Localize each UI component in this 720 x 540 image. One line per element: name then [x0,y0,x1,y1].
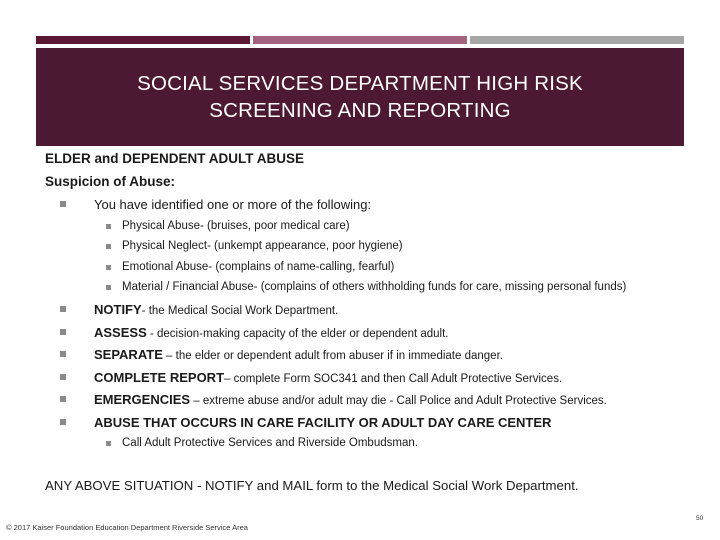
page-number: 50 [696,515,704,522]
bullet-square-icon [106,244,111,249]
sign-text: Physical Neglect- (unkempt appearance, poor hygiene) [122,240,403,252]
bullet-square-icon [106,224,111,229]
subheading: Suspicion of Abuse: [45,174,176,189]
closing-instruction: ANY ABOVE SITUATION - NOTIFY and MAIL form to the Medical Social Work Department. [45,478,579,493]
action-desc: – complete Form SOC341 and then Call Adult Protective Services. [224,373,563,385]
title-banner [36,48,684,146]
action-desc: – extreme abuse and/or adult may die - Call Police and Adult Protective Services. [190,395,607,407]
facility-sub-text: Call Adult Protective Services and Riverside Ombudsman. [122,437,418,449]
sign-text: Physical Abuse- (bruises, poor medical care) [122,220,350,232]
bullet-square-icon [106,285,111,290]
bullet-square-icon [60,419,66,425]
action-label: SEPARATE [94,347,163,362]
slide-title-line-2: SCREENING AND REPORTING [209,99,511,122]
section-heading: ELDER and DEPENDENT ADULT ABUSE [45,151,305,166]
bullet-square-icon [60,306,66,312]
action-label: EMERGENCIES [94,392,191,407]
action-label: NOTIFY [94,302,142,317]
accent-bar-2 [253,36,467,44]
action-desc: - the Medical Social Work Department. [141,305,339,317]
bullet-square-icon [60,329,66,335]
bullet-square-icon [60,201,66,207]
bullet-square-icon [60,351,66,357]
accent-bar-1 [36,36,250,44]
sign-text: Material / Financial Abuse- (complains of others withholding funds for care, missing personal funds) [122,281,627,293]
action-label: ASSESS [94,325,147,340]
accent-bar-3 [470,36,684,44]
copyright-notice: © 2017 Kaiser Foundation Education Department Riverside Service Area [6,523,248,532]
bullet-square-icon [60,396,66,402]
slide-title [80,70,640,124]
action-label: COMPLETE REPORT [94,370,225,385]
bullet-square-icon [106,441,111,446]
bullet-square-icon [60,374,66,380]
bullet-square-icon [106,265,111,270]
intro-text: You have identified one or more of the following: [94,197,372,212]
action-label: ABUSE THAT OCCURS IN CARE FACILITY OR ADULT DAY CARE CENTER [94,415,552,430]
sign-text: Emotional Abuse- (complains of name-calling, fearful) [122,261,395,273]
action-desc: - decision-making capacity of the elder or dependent adult. [146,328,449,340]
action-desc: – the elder or dependent adult from abuser if in immediate danger. [162,350,503,362]
slide-title-line-1: SOCIAL SERVICES DEPARTMENT HIGH RISK [137,72,583,95]
